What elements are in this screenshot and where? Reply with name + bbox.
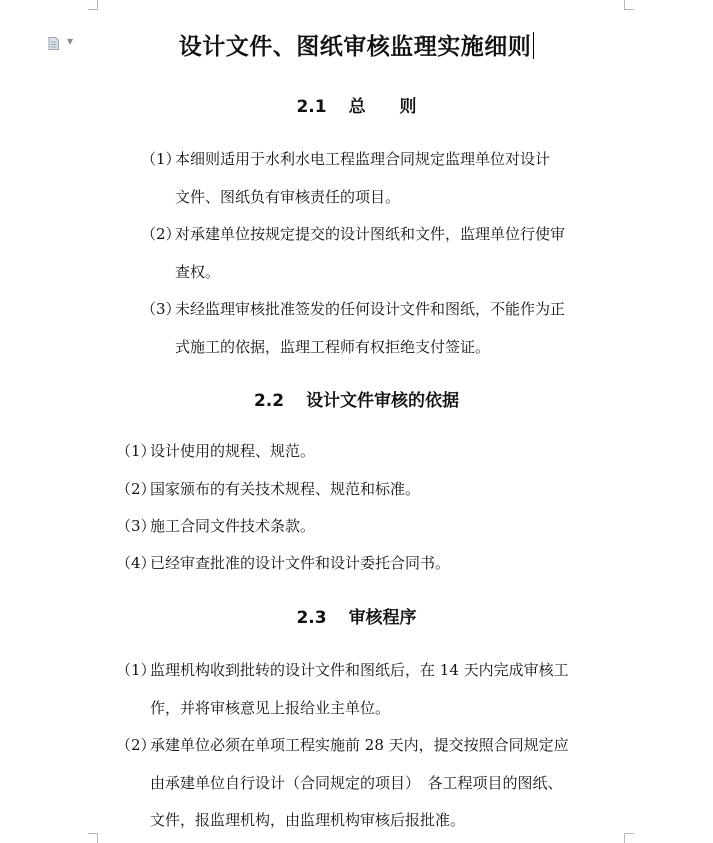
item-text: 本细则适用于水利水电工程监理合同规定监理单位对设计 (175, 150, 551, 168)
section-heading (0, 95, 713, 119)
item-text: 已经审查批准的设计文件和设计委托合同书。 (150, 554, 451, 572)
list-item (116, 545, 450, 583)
list-item (116, 471, 420, 509)
page-corner-mark (624, 0, 634, 10)
list-marker: （1） (116, 661, 156, 679)
chevron-down-icon[interactable]: ▼ (67, 37, 74, 46)
section-title: 设计文件审核的依据 (306, 391, 460, 411)
list-marker: （3） (116, 517, 156, 535)
page-corner-mark (88, 0, 98, 10)
text-cursor (533, 32, 534, 59)
title-text: 设计文件、图纸审核监理实施细则 (178, 34, 532, 60)
section-number: 2.3 (296, 608, 327, 628)
item-text: 文件、图纸负有审核责任的项目。 (175, 187, 401, 206)
list-item (141, 141, 550, 216)
list-item (116, 433, 315, 471)
document-title (0, 30, 713, 64)
list-marker: （2） (116, 480, 156, 498)
item-text: 施工合同文件技术条款。 (150, 517, 316, 535)
section-heading (0, 606, 713, 630)
list-item (141, 216, 565, 291)
list-item (141, 291, 565, 366)
list-marker: （1） (116, 442, 156, 460)
list-marker: （2） (141, 225, 181, 243)
item-text: 作，并将审核意见上报给业主单位。 (150, 698, 391, 717)
item-text: 未经监理审核批准签发的任何设计文件和图纸，不能作为正 (175, 300, 566, 318)
item-text: 查权。 (175, 262, 221, 281)
list-marker: （1） (141, 150, 181, 168)
list-item (116, 508, 315, 546)
section-title: 总则 (348, 97, 451, 117)
item-text: 式施工的依据，监理工程师有权拒绝支付签证。 (175, 337, 491, 356)
item-text: 由承建单位自行设计（合同规定的项目） 各工程项目的图纸、 (150, 773, 563, 792)
item-text: 设计使用的规程、规范。 (150, 442, 316, 460)
item-text: 监理机构收到批转的设计文件和图纸后，在 14 天内完成审核工 (150, 661, 569, 679)
section-number: 2.2 (253, 391, 285, 411)
section-title: 审核程序 (348, 608, 417, 628)
list-item (116, 652, 569, 727)
item-text: 文件，报监理机构，由监理机构审核后报批准。 (150, 811, 466, 829)
section-heading (0, 389, 713, 413)
item-text: 对承建单位按规定提交的设计图纸和文件，监理单位行使审 (175, 225, 566, 243)
item-text: 承建单位必须在单项工程实施前 28 天内，提交按照合同规定应 (150, 736, 569, 754)
list-marker: （2） (116, 736, 156, 754)
section-number: 2.1 (296, 97, 327, 117)
list-item (116, 727, 569, 840)
list-marker: （4） (116, 554, 156, 572)
item-text: 国家颁布的有关技术规程、规范和标准。 (150, 480, 421, 498)
list-marker: （3） (141, 300, 181, 318)
